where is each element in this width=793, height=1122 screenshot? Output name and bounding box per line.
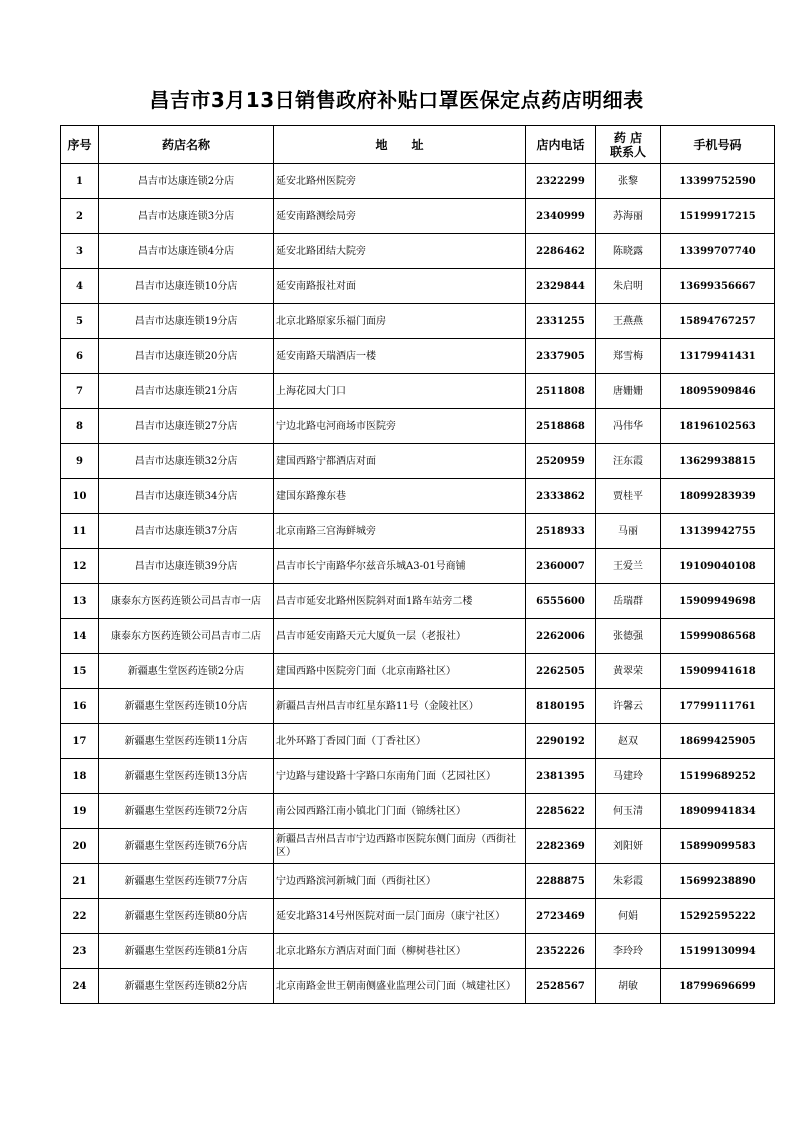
table-row bbox=[61, 934, 775, 969]
store-phone: 2331255 bbox=[526, 304, 596, 339]
contact-person: 张德强 bbox=[596, 619, 661, 654]
pharmacy-address: 南公园西路江南小镇北门门面（锦绣社区） bbox=[274, 794, 526, 829]
table-header-row bbox=[61, 126, 775, 164]
mobile-number: 13399752590 bbox=[661, 164, 775, 199]
table-row bbox=[61, 339, 775, 374]
pharmacy-address: 延安北路团结大院旁 bbox=[274, 234, 526, 269]
header-name: 药店名称 bbox=[99, 126, 274, 164]
pharmacy-name: 昌吉市达康连锁39分店 bbox=[99, 549, 274, 584]
pharmacy-address: 延安南路报社对面 bbox=[274, 269, 526, 304]
header-contact-line2: 联系人 bbox=[609, 144, 646, 159]
contact-person: 朱启明 bbox=[596, 269, 661, 304]
table-row bbox=[61, 899, 775, 934]
store-phone: 2511808 bbox=[526, 374, 596, 409]
contact-person: 朱彩霞 bbox=[596, 864, 661, 899]
contact-person: 李玲玲 bbox=[596, 934, 661, 969]
row-number: 1 bbox=[61, 164, 99, 199]
row-number: 18 bbox=[61, 759, 99, 794]
row-number: 14 bbox=[61, 619, 99, 654]
mobile-number: 17799111761 bbox=[661, 689, 775, 724]
header-contact-line1: 药 店 bbox=[613, 130, 643, 145]
row-number: 15 bbox=[61, 654, 99, 689]
contact-person: 马丽 bbox=[596, 514, 661, 549]
table-row bbox=[61, 584, 775, 619]
table-row bbox=[61, 409, 775, 444]
pharmacy-address: 延安北路314号州医院对面一层门面房（康宁社区） bbox=[274, 899, 526, 934]
store-phone: 2337905 bbox=[526, 339, 596, 374]
store-phone: 2360007 bbox=[526, 549, 596, 584]
pharmacy-name: 昌吉市达康连锁2分店 bbox=[99, 164, 274, 199]
store-phone: 2333862 bbox=[526, 479, 596, 514]
store-phone: 2528567 bbox=[526, 969, 596, 1004]
mobile-number: 15899099583 bbox=[661, 829, 775, 864]
mobile-number: 15199689252 bbox=[661, 759, 775, 794]
header-contact bbox=[596, 126, 661, 164]
row-number: 10 bbox=[61, 479, 99, 514]
mobile-number: 13179941431 bbox=[661, 339, 775, 374]
row-number: 5 bbox=[61, 304, 99, 339]
pharmacy-table bbox=[60, 125, 775, 1004]
table-row bbox=[61, 549, 775, 584]
store-phone: 2518933 bbox=[526, 514, 596, 549]
contact-person: 刘阳妍 bbox=[596, 829, 661, 864]
table-row bbox=[61, 864, 775, 899]
store-phone: 2340999 bbox=[526, 199, 596, 234]
header-no: 序号 bbox=[61, 126, 99, 164]
pharmacy-address: 昌吉市延安北路州医院斜对面1路车站旁二楼 bbox=[274, 584, 526, 619]
table-row bbox=[61, 234, 775, 269]
store-phone: 2282369 bbox=[526, 829, 596, 864]
pharmacy-name: 昌吉市达康连锁19分店 bbox=[99, 304, 274, 339]
store-phone: 8180195 bbox=[526, 689, 596, 724]
mobile-number: 15699238890 bbox=[661, 864, 775, 899]
row-number: 20 bbox=[61, 829, 99, 864]
table-row bbox=[61, 304, 775, 339]
contact-person: 张黎 bbox=[596, 164, 661, 199]
pharmacy-name: 新疆惠生堂医药连锁80分店 bbox=[99, 899, 274, 934]
pharmacy-address: 昌吉市长宁南路华尔兹音乐城A3-01号商铺 bbox=[274, 549, 526, 584]
mobile-number: 13399707740 bbox=[661, 234, 775, 269]
contact-person: 赵双 bbox=[596, 724, 661, 759]
store-phone: 2381395 bbox=[526, 759, 596, 794]
store-phone: 2723469 bbox=[526, 899, 596, 934]
pharmacy-name: 新疆惠生堂医药连锁77分店 bbox=[99, 864, 274, 899]
header-mobile: 手机号码 bbox=[661, 126, 775, 164]
contact-person: 唐姗姗 bbox=[596, 374, 661, 409]
pharmacy-address: 建国东路豫东巷 bbox=[274, 479, 526, 514]
contact-person: 陈晓露 bbox=[596, 234, 661, 269]
header-phone: 店内电话 bbox=[526, 126, 596, 164]
row-number: 7 bbox=[61, 374, 99, 409]
row-number: 2 bbox=[61, 199, 99, 234]
mobile-number: 19109040108 bbox=[661, 549, 775, 584]
store-phone: 2518868 bbox=[526, 409, 596, 444]
mobile-number: 15909949698 bbox=[661, 584, 775, 619]
table-row bbox=[61, 479, 775, 514]
contact-person: 贾桂平 bbox=[596, 479, 661, 514]
row-number: 9 bbox=[61, 444, 99, 479]
mobile-number: 15999086568 bbox=[661, 619, 775, 654]
table-row bbox=[61, 829, 775, 864]
row-number: 3 bbox=[61, 234, 99, 269]
header-address: 地 址 bbox=[274, 126, 526, 164]
mobile-number: 18799696699 bbox=[661, 969, 775, 1004]
mobile-number: 15909941618 bbox=[661, 654, 775, 689]
contact-person: 岳瑞群 bbox=[596, 584, 661, 619]
table-body bbox=[61, 164, 775, 1004]
row-number: 4 bbox=[61, 269, 99, 304]
mobile-number: 13629938815 bbox=[661, 444, 775, 479]
store-phone: 6555600 bbox=[526, 584, 596, 619]
store-phone: 2352226 bbox=[526, 934, 596, 969]
table-row bbox=[61, 619, 775, 654]
table-row bbox=[61, 514, 775, 549]
mobile-number: 15199130994 bbox=[661, 934, 775, 969]
pharmacy-address: 宁边北路屯河商场市医院旁 bbox=[274, 409, 526, 444]
table-row bbox=[61, 654, 775, 689]
pharmacy-name: 昌吉市达康连锁10分店 bbox=[99, 269, 274, 304]
contact-person: 马建玲 bbox=[596, 759, 661, 794]
pharmacy-name: 新疆惠生堂医药连锁11分店 bbox=[99, 724, 274, 759]
pharmacy-name: 新疆惠生堂医药连锁76分店 bbox=[99, 829, 274, 864]
pharmacy-address: 新疆昌吉州昌吉市红星东路11号（金陵社区） bbox=[274, 689, 526, 724]
contact-person: 何玉清 bbox=[596, 794, 661, 829]
pharmacy-address: 昌吉市延安南路天元大厦负一层（老报社） bbox=[274, 619, 526, 654]
pharmacy-name: 昌吉市达康连锁34分店 bbox=[99, 479, 274, 514]
contact-person: 胡敏 bbox=[596, 969, 661, 1004]
row-number: 24 bbox=[61, 969, 99, 1004]
pharmacy-name: 昌吉市达康连锁32分店 bbox=[99, 444, 274, 479]
row-number: 12 bbox=[61, 549, 99, 584]
contact-person: 何娟 bbox=[596, 899, 661, 934]
row-number: 21 bbox=[61, 864, 99, 899]
pharmacy-name: 昌吉市达康连锁3分店 bbox=[99, 199, 274, 234]
pharmacy-name: 新疆惠生堂医药连锁10分店 bbox=[99, 689, 274, 724]
pharmacy-address: 北京南路金世王朝南侧盛业监理公司门面（城建社区） bbox=[274, 969, 526, 1004]
row-number: 13 bbox=[61, 584, 99, 619]
mobile-number: 15199917215 bbox=[661, 199, 775, 234]
row-number: 11 bbox=[61, 514, 99, 549]
pharmacy-name: 新疆惠生堂医药连锁72分店 bbox=[99, 794, 274, 829]
pharmacy-address: 北京北路原家乐福门面房 bbox=[274, 304, 526, 339]
pharmacy-name: 新疆惠生堂医药连锁2分店 bbox=[99, 654, 274, 689]
pharmacy-name: 新疆惠生堂医药连锁82分店 bbox=[99, 969, 274, 1004]
pharmacy-name: 昌吉市达康连锁4分店 bbox=[99, 234, 274, 269]
contact-person: 冯伟华 bbox=[596, 409, 661, 444]
pharmacy-name: 昌吉市达康连锁37分店 bbox=[99, 514, 274, 549]
store-phone: 2285622 bbox=[526, 794, 596, 829]
mobile-number: 15894767257 bbox=[661, 304, 775, 339]
pharmacy-name: 康泰东方医药连锁公司昌吉市二店 bbox=[99, 619, 274, 654]
row-number: 16 bbox=[61, 689, 99, 724]
contact-person: 王爱兰 bbox=[596, 549, 661, 584]
store-phone: 2262006 bbox=[526, 619, 596, 654]
table-row bbox=[61, 724, 775, 759]
table-row bbox=[61, 199, 775, 234]
store-phone: 2520959 bbox=[526, 444, 596, 479]
pharmacy-address: 延安南路测绘局旁 bbox=[274, 199, 526, 234]
table-row bbox=[61, 164, 775, 199]
pharmacy-address: 新疆昌吉州昌吉市宁边西路市医院东侧门面房（西街社区） bbox=[274, 829, 526, 864]
table-row bbox=[61, 444, 775, 479]
mobile-number: 13699356667 bbox=[661, 269, 775, 304]
store-phone: 2286462 bbox=[526, 234, 596, 269]
mobile-number: 18095909846 bbox=[661, 374, 775, 409]
contact-person: 苏海丽 bbox=[596, 199, 661, 234]
mobile-number: 18699425905 bbox=[661, 724, 775, 759]
pharmacy-address: 宁边西路滨河新城门面（西街社区） bbox=[274, 864, 526, 899]
mobile-number: 18196102563 bbox=[661, 409, 775, 444]
contact-person: 黄翠荣 bbox=[596, 654, 661, 689]
pharmacy-name: 新疆惠生堂医药连锁81分店 bbox=[99, 934, 274, 969]
mobile-number: 18099283939 bbox=[661, 479, 775, 514]
row-number: 6 bbox=[61, 339, 99, 374]
table-row bbox=[61, 269, 775, 304]
pharmacy-address: 北外环路丁香园门面（丁香社区） bbox=[274, 724, 526, 759]
table-row bbox=[61, 759, 775, 794]
pharmacy-address: 延安北路州医院旁 bbox=[274, 164, 526, 199]
pharmacy-name: 昌吉市达康连锁20分店 bbox=[99, 339, 274, 374]
table-row bbox=[61, 969, 775, 1004]
mobile-number: 13139942755 bbox=[661, 514, 775, 549]
row-number: 17 bbox=[61, 724, 99, 759]
pharmacy-address: 北京北路东方酒店对面门面（柳树巷社区） bbox=[274, 934, 526, 969]
page-title: 昌吉市3月13日销售政府补贴口罩医保定点药店明细表 bbox=[149, 88, 644, 112]
table-row bbox=[61, 374, 775, 409]
pharmacy-name: 昌吉市达康连锁27分店 bbox=[99, 409, 274, 444]
store-phone: 2329844 bbox=[526, 269, 596, 304]
row-number: 23 bbox=[61, 934, 99, 969]
contact-person: 郑雪梅 bbox=[596, 339, 661, 374]
pharmacy-address: 建国西路宁都酒店对面 bbox=[274, 444, 526, 479]
pharmacy-address: 延安南路天瑞酒店一楼 bbox=[274, 339, 526, 374]
row-number: 8 bbox=[61, 409, 99, 444]
contact-person: 汪东霞 bbox=[596, 444, 661, 479]
pharmacy-name: 昌吉市达康连锁21分店 bbox=[99, 374, 274, 409]
pharmacy-name: 康泰东方医药连锁公司昌吉市一店 bbox=[99, 584, 274, 619]
store-phone: 2288875 bbox=[526, 864, 596, 899]
pharmacy-address: 北京南路三宫海鲜城旁 bbox=[274, 514, 526, 549]
pharmacy-address: 建国西路中医院旁门面（北京南路社区） bbox=[274, 654, 526, 689]
pharmacy-address: 上海花园大门口 bbox=[274, 374, 526, 409]
mobile-number: 18909941834 bbox=[661, 794, 775, 829]
mobile-number: 15292595222 bbox=[661, 899, 775, 934]
store-phone: 2322299 bbox=[526, 164, 596, 199]
table-row bbox=[61, 794, 775, 829]
contact-person: 王燕燕 bbox=[596, 304, 661, 339]
contact-person: 许馨云 bbox=[596, 689, 661, 724]
store-phone: 2262505 bbox=[526, 654, 596, 689]
row-number: 19 bbox=[61, 794, 99, 829]
store-phone: 2290192 bbox=[526, 724, 596, 759]
pharmacy-address: 宁边路与建设路十字路口东南角门面（艺园社区） bbox=[274, 759, 526, 794]
table-row bbox=[61, 689, 775, 724]
pharmacy-name: 新疆惠生堂医药连锁13分店 bbox=[99, 759, 274, 794]
row-number: 22 bbox=[61, 899, 99, 934]
